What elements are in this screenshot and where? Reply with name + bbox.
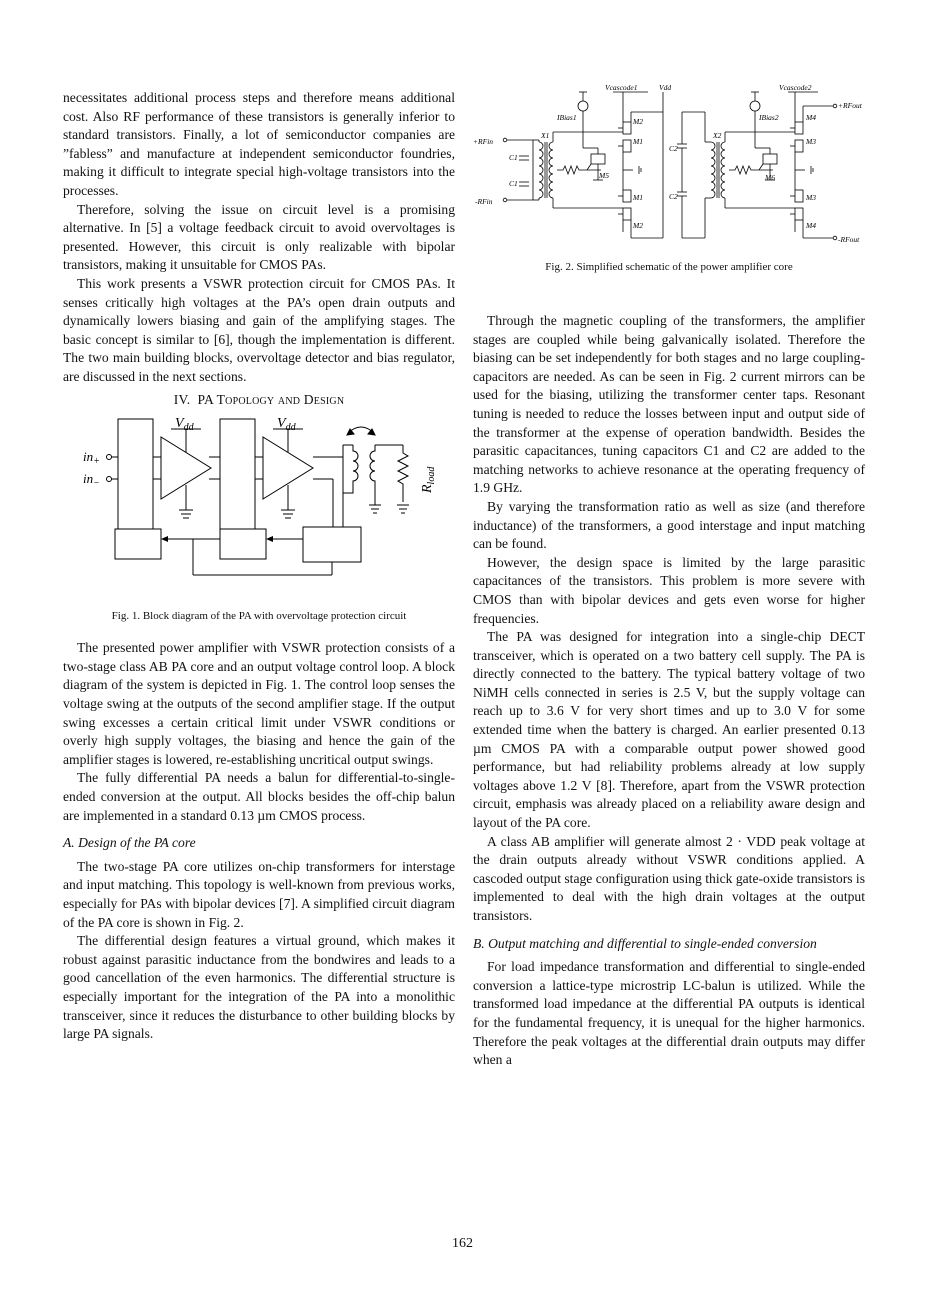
figure-1 — [63, 415, 455, 625]
label-m2b: M2 — [633, 221, 643, 230]
paragraph: The fully differential PA needs a balun for differential-to-single-ended conversion at the output. All blocks besides the off-chip balun are implemented in a standard 0.13 µm CMOS process. — [63, 770, 455, 823]
label-ibias2: IBias2 — [759, 113, 779, 122]
input-matching-block — [118, 419, 153, 529]
label-m5: M5 — [599, 171, 609, 180]
in-plus-label: $in_+$ — [83, 449, 100, 468]
paragraph: Therefore, solving the issue on circuit level is a promising alternative. In [5] a voltage feedback circuit to avoid overvoltages is presented. However, this circuit is only realizable with bipolar transistors, making it unsuitable for CMOS PAs. — [63, 201, 455, 273]
paragraph: The PA was designed for integration into a single-chip DECT transceiver, which is operated on a two battery cell supply. The PA is directly connected to the battery. The typical battery voltage of two NiMH cells connected in series is 2.5 V, but the supply voltage can reach up to 3.6 V for very short times and up to 3.0 V for some extended time when the battery is charged. An earlier presented 0.13 µm CMOS PA with a comparable output power showed good performance, but had reliability problems already at low supply voltages above 1.2 V [8]. Therefore, apart from the VSWR protection circuit, emphasis was already placed on a reliability aware design and layout of the PA core. — [473, 629, 865, 831]
label-c1a: C1 — [509, 153, 518, 162]
balun-secondary-coil — [370, 445, 375, 499]
label-rf-in-minus: -RFin — [475, 197, 493, 206]
figure-2-caption: Fig. 2. Simplified schematic of the power amplifier core — [545, 261, 793, 273]
label-rf-out-minus: -RFout — [838, 235, 860, 244]
label-m6: M6 — [765, 173, 775, 182]
label-vcascode2: Vcascode2 — [779, 83, 812, 92]
block-diagram — [63, 415, 455, 595]
label-c2a: C2 — [669, 144, 678, 153]
label-m3a: M3 — [806, 137, 816, 146]
bias-regulator-1-block — [115, 529, 161, 559]
label-c1b: C1 — [509, 179, 518, 188]
overvoltage-detector-block — [303, 527, 361, 562]
load-resistor — [398, 445, 408, 502]
label-x2: X2 — [713, 131, 722, 140]
vdd-label-1: $V_{dd}$ — [175, 416, 194, 434]
label-x1: X1 — [541, 131, 550, 140]
label-rf-in-plus: +RFin — [473, 137, 494, 146]
subsection-heading: B. Output matching and differential to single-ended conversion — [473, 935, 817, 951]
label-m2a: M2 — [633, 117, 643, 126]
paragraph: necessitates additional process steps and therefore means additional cost. Also RF performance of these transistors is generally inferior to standard transistors. Finally, a lot of semiconductor companies are ”fabless” and manufacture at independent semiconductor foundries, making it difficult to integrate special high-voltage transistors into the processes. — [63, 90, 455, 198]
label-c2b: C2 — [669, 192, 678, 201]
interstage-block — [220, 419, 255, 529]
paragraph: A class AB amplifier will generate almost 2 · VDD peak voltage at the drain outputs already without VSWR conditions applied. A cascoded output stage configuration using thick gate-oxide transistors is implemented to deal with the high drain voltages at the output transistors. — [473, 833, 865, 923]
page-number: 162 — [452, 1236, 473, 1251]
paragraph: The differential design features a virtual ground, which makes it robust against parasitic inductance from the bondwires and leads to a good cancellation of the even harmonics. The differential structure is especially important for the integration of the PA into a monolithic transceiver, since it reduces the disturbance to other building blocks by large PA signals. — [63, 933, 455, 1042]
label-m1a: M1 — [633, 137, 643, 146]
balun-primary-coil — [343, 445, 358, 493]
schematic-pa-core — [473, 82, 865, 254]
paragraph: The two-stage PA core utilizes on-chip transformers for interstage and input matching. This topology is well-known from previous works, especially for PAs with bipolar devices [7]. A simplified circuit diagram of the PA core is shown in Fig. 2. — [63, 858, 455, 930]
label-vdd: Vdd — [659, 83, 672, 92]
subsection-heading: A. Design of the PA core — [63, 835, 196, 851]
figure-1-caption: Fig. 1. Block diagram of the PA with overvoltage protection circuit — [111, 609, 407, 622]
section-title: PA Topology and Design — [197, 391, 345, 407]
label-m3b: M3 — [806, 193, 816, 202]
in-minus-label: $in_-$ — [83, 471, 100, 490]
left-column — [63, 89, 455, 1044]
paragraph: For load impedance transformation and differential to single-ended conversion a lattice-type microstrip LC-balun is utilized. While the transformed load impedance at the differential PA outputs is identical for the fundamental frequency, it is unequal for the higher harmonics. Therefore the peak voltages at the differential drain outputs may differ when a — [473, 959, 865, 1068]
label-ibias1: IBias1 — [557, 113, 577, 122]
vdd-label-2: $V_{dd}$ — [277, 416, 296, 434]
paragraph: By varying the transformation ratio as well as size (and therefore inductance) of the transformers, a good interstage and input matching can be found. — [473, 498, 865, 552]
right-column — [473, 312, 865, 1070]
section-number: IV. — [173, 391, 191, 407]
label-vcascode1: Vcascode1 — [605, 83, 638, 92]
section-heading — [63, 391, 455, 410]
paragraph: Through the magnetic coupling of the transformers, the amplifier stages are coupled while being galvanically isolated. Therefore the biasing can be set independently for both stages and no large coupling-capacitors are needed. As can be seen in Fig. 2 current mirrors can be used for the biasing, utilizing the transformer center taps. Resonant tuning is needed to reduce the losses between input and output side of the transformer at the expense of operation bandwidth. Besides the parasitic capacitances, tuning capacitors C1 and C2 are added to the matching networks to achieve resonance at the operating frequency of 1.9 GHz. — [473, 313, 865, 496]
paragraph: The presented power amplifier with VSWR protection consists of a two-stage class AB PA core and an output voltage control loop. A block diagram of the system is depicted in Fig. 1. The control loop senses the voltage swing at the outputs of the second amplifier stage. If the output swing excesses a certain critical limit under VSWR conditions or overly high supply voltages, the biasing and hence the gain of the amplifier stages is lowered, re-establishing uncritical output swings. — [63, 640, 455, 767]
figure-2 — [473, 82, 865, 287]
label-m4b: M4 — [806, 221, 816, 230]
bias-regulator-2-block — [220, 529, 266, 559]
paragraph: This work presents a VSWR protection circuit for CMOS PAs. It senses critically high voltages at the PA’s open drain outputs and dynamically lowers biasing and gain of the amplifying stages. The basic concept is similar to [6], though the implementation is different. The two main building blocks, overvoltage detector and bias regulator, are discussed in the next sections. — [63, 275, 455, 384]
label-rf-out-plus: +RFout — [838, 101, 862, 110]
rload-label: $R_{load}$ — [420, 466, 437, 494]
label-m1b: M1 — [633, 193, 643, 202]
label-m4a: M4 — [806, 113, 816, 122]
paragraph: However, the design space is limited by the large parasitic capacitances of the transistors. This problem is more severe with CMOS than with bipolar devices and gets even worse for higher frequencies. — [473, 554, 865, 626]
